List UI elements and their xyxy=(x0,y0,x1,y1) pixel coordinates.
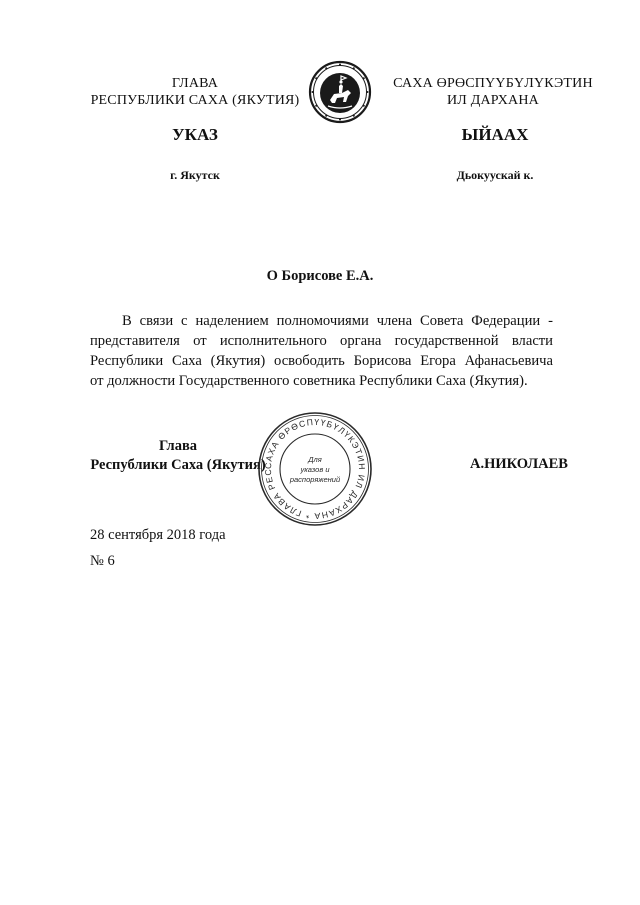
header-left xyxy=(80,75,310,109)
signatory-name: А.НИКОЛАЕВ xyxy=(470,456,568,472)
decree-number: № 6 xyxy=(90,553,115,569)
official-stamp xyxy=(256,410,374,528)
decree-date: 28 сентября 2018 года xyxy=(90,527,226,543)
header-right-line1: САХА ӨРӨСПҮҮБҮЛҮКЭТИН xyxy=(393,76,593,91)
signature-position-line1: Глава xyxy=(158,438,198,454)
stamp-center-line1: Для xyxy=(308,455,322,464)
decree-body xyxy=(90,311,553,391)
stamp-graphic xyxy=(256,410,374,528)
city-yakutsk: г. Якутск xyxy=(170,168,220,182)
body-line-2: представителя от исполнительного органа государственной власти xyxy=(90,333,553,349)
stamp-center-line2: указов и xyxy=(300,465,330,474)
city-dyokuuskay: Дьокуускай к. xyxy=(456,168,534,182)
title-ukaz: УКАЗ xyxy=(172,125,218,144)
signature-position-line2: Республики Саха (Якутия) xyxy=(90,457,266,473)
header-right-line2: ИЛ ДАРХАНА xyxy=(446,93,539,108)
body-line-4: от должности Государственного советника Республики Саха (Якутия). xyxy=(90,373,528,389)
body-line-3: Республики Саха (Якутия) освободить Борисова Егора Афанасьевича xyxy=(90,353,553,369)
coat-of-arms-emblem xyxy=(308,60,372,124)
signature-position xyxy=(88,437,268,475)
header-right xyxy=(378,75,608,109)
header-left-line1: ГЛАВА xyxy=(171,76,219,91)
stamp-center-line3: распоряжений xyxy=(289,475,341,484)
decree-subject: О Борисове Е.А. xyxy=(266,268,374,284)
body-line-1: В связи с наделением полномочиями члена Совета Федерации - xyxy=(122,313,553,329)
title-yiaakh: ЫЙААХ xyxy=(461,125,529,144)
emblem-graphic xyxy=(308,60,372,124)
header-left-line2: РЕСПУБЛИКИ САХА (ЯКУТИЯ) xyxy=(90,93,300,108)
stamp-outer-text: САХА ӨРӨСПҮҮБҮЛҮКЭТИН ИЛ ДАРХАНА * ГЛАВА РЕС xyxy=(262,416,368,522)
